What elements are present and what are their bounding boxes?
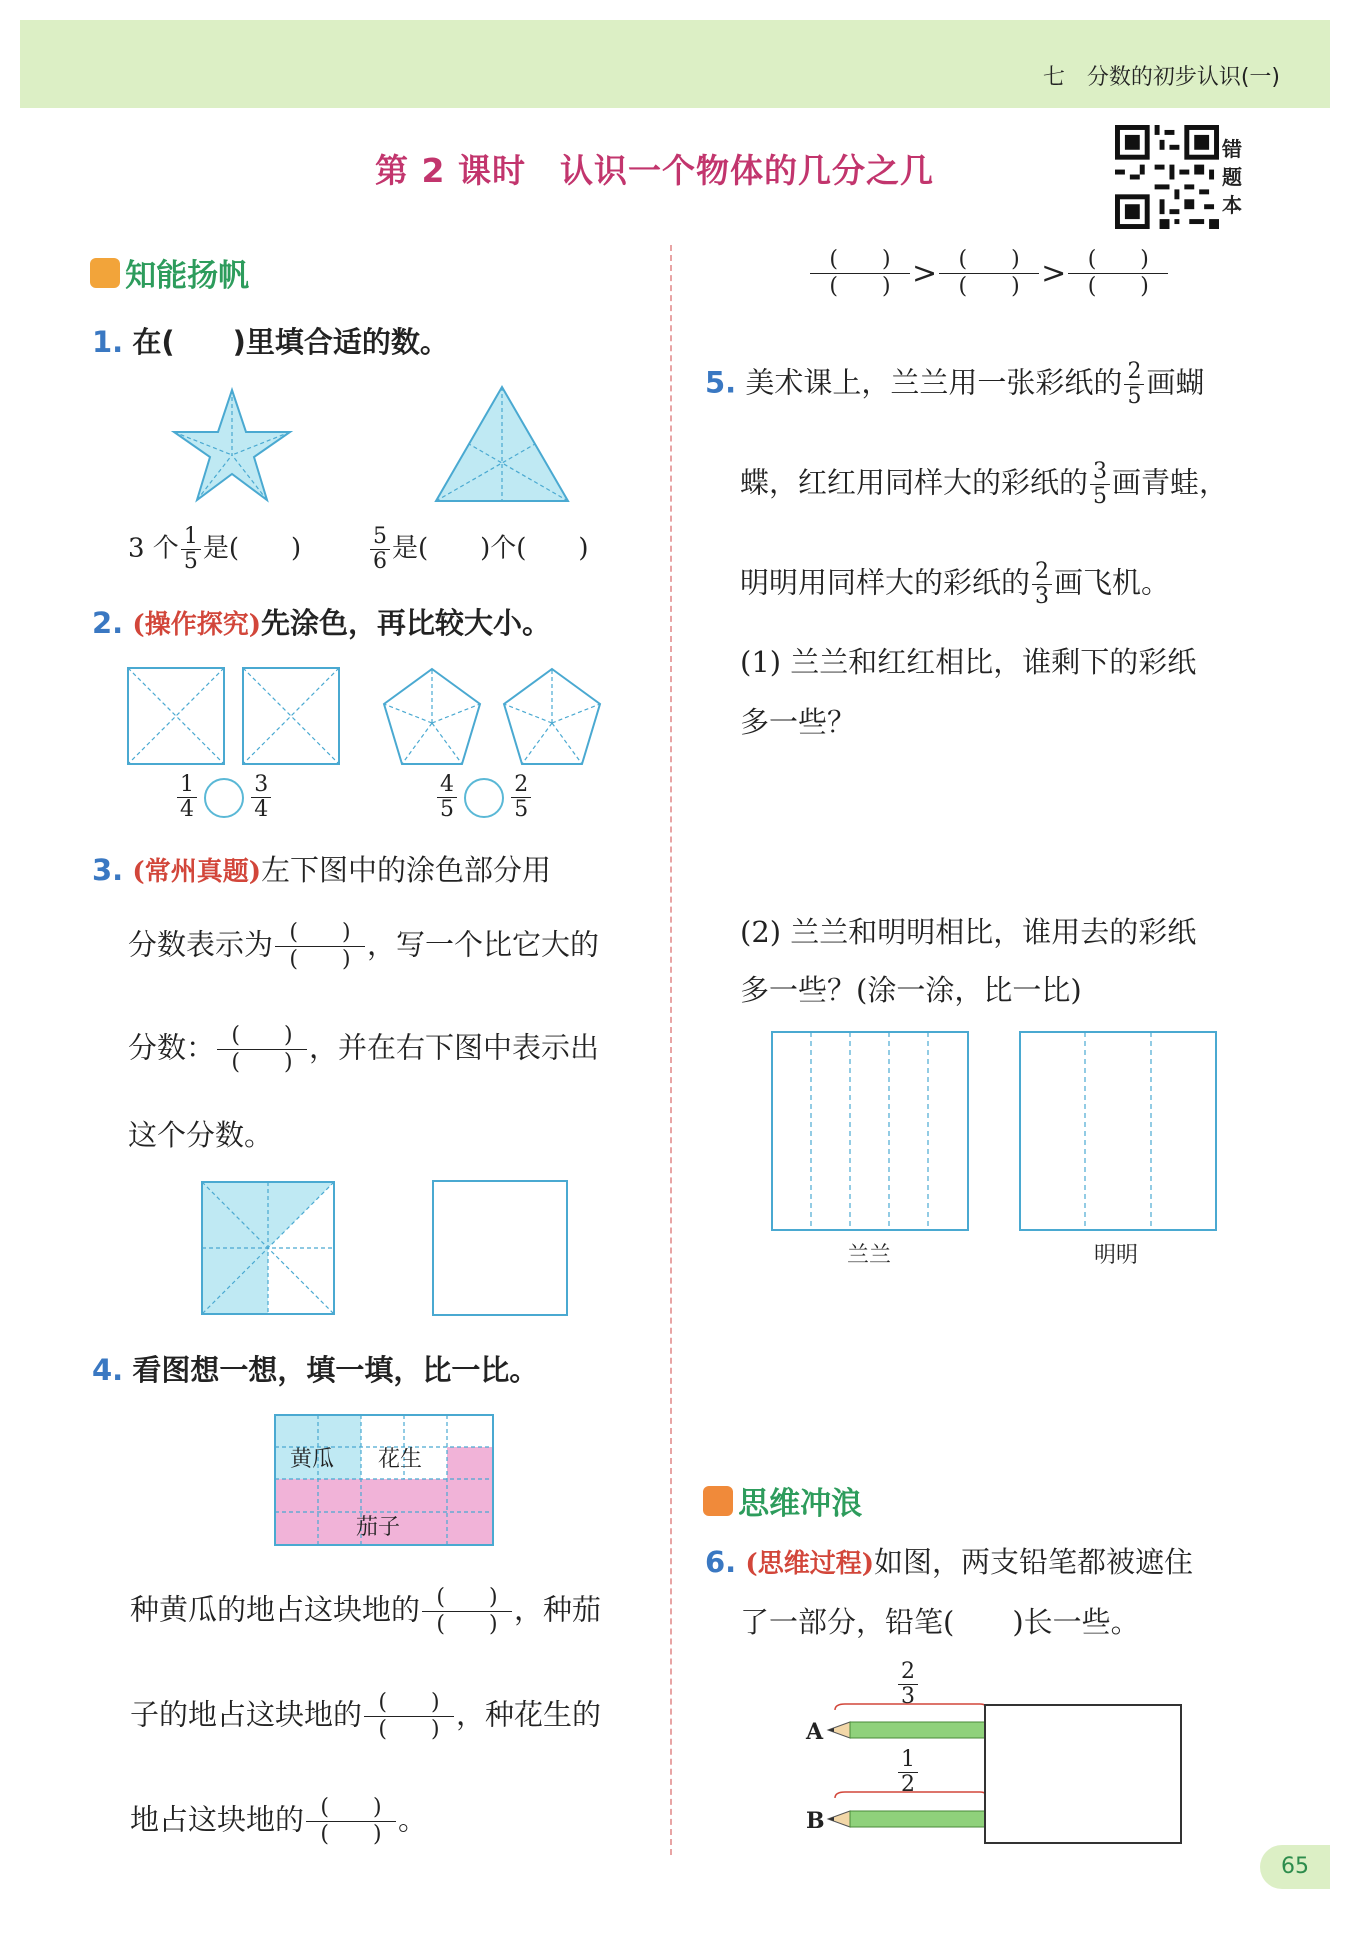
qr-label-char: 错 <box>1222 137 1242 161</box>
q4-line3 <box>130 1795 427 1848</box>
frac-den: 6 <box>373 549 387 574</box>
section-title: 知能扬帆 <box>125 258 250 294</box>
pencil-a-label: A <box>806 1719 824 1745</box>
q5-sub2a: (2) 兰兰和明明相比，谁用去的彩纸 <box>740 915 1197 949</box>
text: 3 个 <box>128 533 179 564</box>
text: ，写一个比它大的 <box>367 927 600 962</box>
question-text: 先涂色，再比较大小。 <box>261 606 552 640</box>
paper-lanlan[interactable] <box>770 1030 970 1232</box>
q5-line1 <box>705 360 1204 409</box>
column-divider <box>670 245 672 1855</box>
frac-den: 5 <box>183 549 198 574</box>
frac-num: 2 <box>898 1660 918 1685</box>
paper-mingming[interactable] <box>1018 1030 1218 1232</box>
answer-fraction-blank[interactable]: $\frac{( )}{( )}$ <box>364 1690 454 1743</box>
triangle-figure <box>432 383 572 505</box>
question-text: 在( )里填合适的数。 <box>132 325 449 359</box>
label-mingming: 明明 <box>1094 1243 1139 1268</box>
answer-fraction-blank[interactable]: $\frac{( )}{( )}$ <box>275 920 365 973</box>
question-text: 如图，两支铅笔都被遮住 <box>874 1545 1194 1579</box>
pentagons-pair[interactable] <box>380 665 605 770</box>
text: ，种茄 <box>514 1592 602 1627</box>
q4-line2 <box>130 1690 601 1743</box>
question-number: 3. <box>92 853 124 887</box>
compare-circle[interactable] <box>204 778 244 818</box>
pencil-b-label: B <box>806 1808 825 1834</box>
q3-line4: 这个分数。 <box>128 1118 274 1152</box>
q5-line2 <box>740 460 1228 509</box>
text: 蝶，红红用同样大的彩纸的 <box>740 465 1089 500</box>
frac-den: 4 <box>254 797 269 822</box>
question-number: 4. <box>92 1353 124 1387</box>
qr-label-char: 题 <box>1222 165 1242 189</box>
q6-line2: 了一部分，铅笔( )长一些。 <box>740 1605 1140 1639</box>
text: 子的地占这块地的 <box>130 1697 363 1732</box>
text: 美术课上，兰兰用一张彩纸的 <box>745 365 1123 400</box>
text: 地占这块地的 <box>130 1802 305 1837</box>
section-heading-2 <box>703 1478 862 1523</box>
frac-num: 5 <box>370 525 390 550</box>
compare-2 <box>435 773 533 822</box>
star-figure <box>170 385 295 505</box>
text: ，种花生的 <box>456 1697 602 1732</box>
q3-line3 <box>128 1023 599 1076</box>
answer-blank[interactable]: 是( )个( ) <box>392 533 589 564</box>
q2-prompt <box>92 603 551 645</box>
q3-line1 <box>92 850 551 892</box>
blank-square[interactable] <box>432 1180 568 1316</box>
text: ，并在右下图中表示出 <box>309 1030 600 1065</box>
q1-blank-b <box>368 525 589 574</box>
answer-blank[interactable]: 是( ) <box>202 533 302 564</box>
frac-den: 3 <box>1035 584 1050 609</box>
frac-den: 5 <box>440 797 454 822</box>
frac-den: 5 <box>514 797 529 822</box>
q6-line1 <box>705 1542 1193 1584</box>
text: 画青蛙， <box>1112 465 1229 500</box>
q4-line1 <box>130 1585 601 1638</box>
label-lanlan: 兰兰 <box>847 1243 892 1268</box>
frac-num: 1 <box>177 773 197 798</box>
frac-num: 3 <box>1090 460 1110 485</box>
q4-compare-blanks[interactable]: $\frac{( )}{( )}>$ $\frac{( )}{( )}>$ $\frac{( )}{( )}$ <box>808 247 1170 300</box>
frac-num: 1 <box>898 1748 918 1773</box>
compare-circle[interactable] <box>464 778 504 818</box>
answer-fraction-blank[interactable]: $\frac{( )}{( )}$ <box>217 1023 307 1076</box>
frac-num: 2 <box>1124 360 1144 385</box>
section-heading-1 <box>90 250 249 295</box>
q5-sub1b: 多一些？ <box>740 705 857 739</box>
qr-code-icon[interactable] <box>1115 125 1219 229</box>
pencils-diagram <box>825 1700 1185 1850</box>
text: 种黄瓜的地占这块地的 <box>130 1592 421 1627</box>
qr-label-char: 本 <box>1222 193 1242 217</box>
frac-den: 2 <box>901 1772 915 1797</box>
question-tag: (常州真题) <box>132 857 262 887</box>
frac-den: 5 <box>1127 384 1142 409</box>
answer-fraction-blank[interactable]: $\frac{( )}{( )}$ <box>422 1585 512 1638</box>
squares-pair[interactable] <box>125 665 345 765</box>
sail-icon <box>90 258 120 288</box>
question-number: 5. <box>705 365 737 400</box>
q1-blank-a <box>128 525 301 574</box>
chapter-title: 七 分数的初步认识(一) <box>1042 65 1280 90</box>
q4-prompt <box>92 1350 538 1390</box>
qr-label <box>1222 135 1248 219</box>
question-tag: (操作探究) <box>132 610 262 640</box>
frac-num: 1 <box>181 525 201 550</box>
text: 分数： <box>128 1030 216 1065</box>
frac-num: 2 <box>1032 560 1052 585</box>
q1-prompt <box>92 322 449 362</box>
question-text: 看图想一想，填一填，比一比。 <box>132 1353 539 1387</box>
q5-sub1a: (1) 兰兰和红红相比，谁剩下的彩纸 <box>740 645 1197 679</box>
q5-sub2b: 多一些？(涂一涂，比一比) <box>740 973 1082 1007</box>
label-peanut: 花生 <box>378 1447 423 1472</box>
shaded-square <box>200 1180 336 1316</box>
question-tag: (思维过程) <box>745 1549 875 1579</box>
wave-icon <box>703 1486 733 1516</box>
label-eggplant: 茄子 <box>356 1515 401 1540</box>
label-cucumber: 黄瓜 <box>290 1447 335 1472</box>
frac-den: 4 <box>180 797 194 822</box>
section-title: 思维冲浪 <box>738 1486 863 1522</box>
question-number: 6. <box>705 1545 737 1579</box>
frac-num: 2 <box>511 773 531 798</box>
frac-den: 3 <box>901 1684 915 1709</box>
frac-den: 5 <box>1093 484 1108 509</box>
q5-line3 <box>740 560 1170 609</box>
text: 明明用同样大的彩纸的 <box>740 565 1031 600</box>
q3-line2 <box>128 920 599 973</box>
question-number: 2. <box>92 606 124 640</box>
compare-1 <box>175 773 273 822</box>
lesson-title: 第 2 课时 认识一个物体的几分之几 <box>375 151 934 190</box>
text: 画飞机。 <box>1054 565 1171 600</box>
frac-num: 4 <box>437 773 457 798</box>
page-number: 65 <box>1260 1845 1330 1889</box>
frac-num: 3 <box>251 773 271 798</box>
text: 画蝴 <box>1146 365 1205 400</box>
answer-fraction-blank[interactable]: $\frac{( )}{( )}$ <box>306 1795 396 1848</box>
text: 。 <box>398 1802 428 1837</box>
question-text: 左下图中的涂色部分用 <box>261 853 552 887</box>
text: 分数表示为 <box>128 927 274 962</box>
question-number: 1. <box>92 325 124 359</box>
